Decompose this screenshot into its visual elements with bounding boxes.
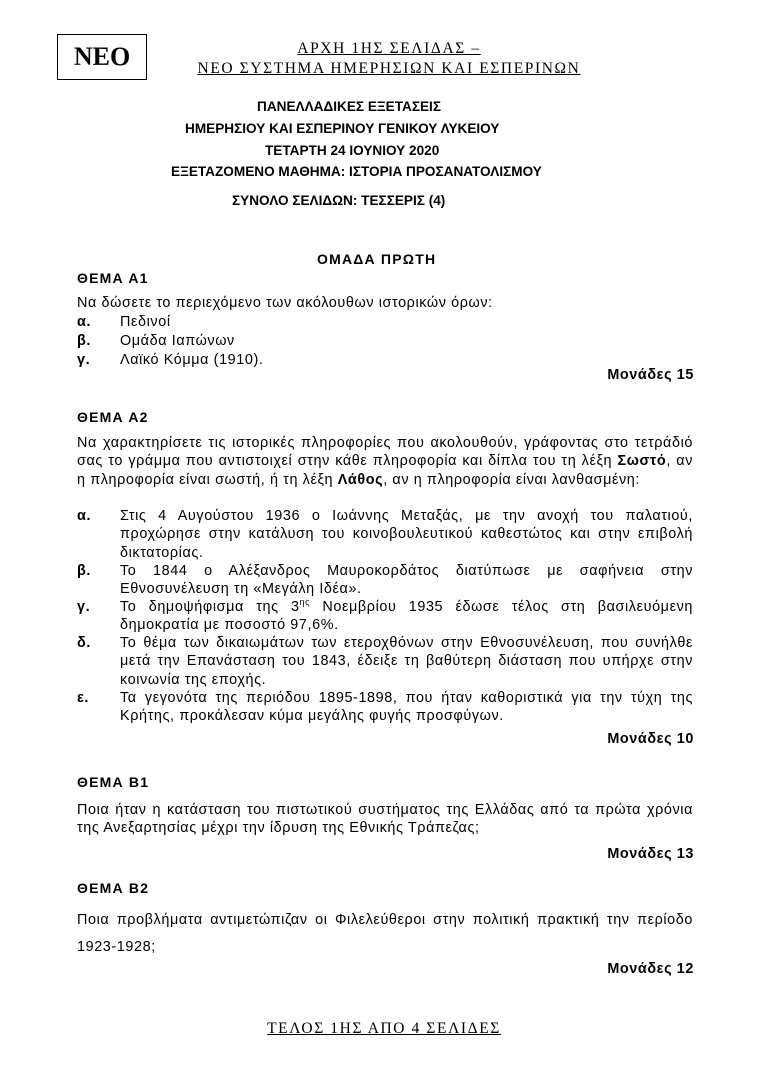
topic-a1-title: ΘΕΜΑ Α1 — [77, 270, 149, 286]
neo-badge: ΝΕΟ — [57, 34, 147, 80]
topic-b2-title: ΘΕΜΑ Β2 — [77, 880, 150, 896]
system-line: ΝΕΟ ΣΥΣΤΗΜΑ ΗΜΕΡΗΣΙΩΝ ΚΑΙ ΕΣΠΕΡΙΝΩΝ — [197, 60, 581, 77]
a2-item: α. Στις 4 Αυγούστου 1936 ο Ιωάννης Μεταξάς, με την ανοχή του παλατιού, προχώρησε στην κατάλυση του κοινοβουλευτικού καθεστώτος και στην επιβολή δικτατορίας. — [77, 508, 693, 561]
exam-date: ΤΕΤΑΡΤΗ 24 ΙΟΥΝΙΟΥ 2020 — [265, 143, 440, 158]
exam-subject: ΕΞΕΤΑΖΟΜΕΝΟ ΜΑΘΗΜΑ: ΙΣΤΟΡΙΑ ΠΡΟΣΑΝΑΤΟΛΙΣΜΟΥ — [171, 164, 542, 179]
total-pages: ΣΥΝΟΛΟ ΣΕΛΙΔΩΝ: ΤΕΣΣΕΡΙΣ (4) — [232, 193, 446, 208]
b1-points: Μονάδες 13 — [607, 846, 694, 862]
a1-item: γ. Λαϊκό Κόμμα (1910). — [77, 352, 264, 368]
a1-points: Μονάδες 15 — [607, 367, 694, 383]
a1-item: β. Ομάδα Ιαπώνων — [77, 333, 235, 349]
a2-item: β. Το 1844 ο Αλέξανδρος Μαυροκορδάτος διατύπωσε με σαφήνεια στην Εθνοσυνέλευση τη «Μεγάλη Ιδέα». — [77, 563, 693, 598]
topic-b1-title: ΘΕΜΑ Β1 — [77, 774, 150, 790]
topic-a1-prompt: Να δώσετε το περιεχόμενο των ακόλουθων ιστορικών όρων: — [77, 295, 493, 311]
topic-b1-question: Ποια ήταν η κατάσταση του πιστωτικού συστήματος της Ελλάδας από τα πρώτα χρόνια της Ανεξαρτησίας μέχρι την ίδρυση της Εθνικής Τράπεζας; — [77, 802, 693, 837]
topic-a2-prompt: Να χαρακτηρίσετε τις ιστορικές πληροφορίες που ακολουθούν, γράφοντας στο τετράδιό σας το γράμμα που αντιστοιχεί στην κάθε πληροφορία και δίπλα του τη λέξη Σωστό, αν η πληροφορία είναι σωστή, ή τη λέξη Λάθος, αν η πληροφορία είναι λανθασμένη: — [77, 435, 693, 488]
exam-subtitle: ΗΜΕΡΗΣΙΟΥ ΚΑΙ ΕΣΠΕΡΙΝΟΥ ΓΕΝΙΚΟΥ ΛΥΚΕΙΟΥ — [185, 121, 500, 136]
topic-a2-title: ΘΕΜΑ Α2 — [77, 409, 149, 425]
a2-item: ε. Τα γεγονότα της περιόδου 1895-1898, που ήταν καθοριστικά για την τύχη της Κρήτης, προκάλεσαν κύμα μεγάλης φυγής προσφύγων. — [77, 690, 693, 725]
b2-points: Μονάδες 12 — [607, 961, 694, 977]
page-start-line: ΑΡΧΗ 1ΗΣ ΣΕΛΙΔΑΣ – — [297, 40, 481, 57]
a2-points: Μονάδες 10 — [607, 731, 694, 747]
topic-b2-question: Ποια προβλήματα αντιμετώπιζαν οι Φιλελεύθεροι στην πολιτική πρακτική την περίοδο 1923-1928; — [77, 912, 693, 955]
exam-title: ΠΑΝΕΛΛΑΔΙΚΕΣ ΕΞΕΤΑΣΕΙΣ — [257, 99, 441, 114]
a1-item: α. Πεδινοί — [77, 314, 171, 330]
a2-item: γ. Το δημοψήφισμα της $3^{\eta\varsigma}$ Νοεμβρίου 1935 έδωσε τέλος στη βασιλευόμενη δημοκρατία με ποσοστό 97,6%. — [77, 597, 693, 634]
group-title: ΟΜΑΔΑ ΠΡΩΤΗ — [317, 251, 437, 267]
a2-item: δ. Το θέμα των δικαιωμάτων των ετεροχθόνων στην Εθνοσυνέλευση, που συνήλθε μετά την Επανάσταση του 1843, έδειξε τη βαθύτερη διάσταση που υπήρχε στην κοινωνία της εποχής. — [77, 635, 693, 688]
page-footer: ΤΕΛΟΣ 1ΗΣ ΑΠΟ 4 ΣΕΛΙΔΕΣ — [267, 1020, 501, 1037]
